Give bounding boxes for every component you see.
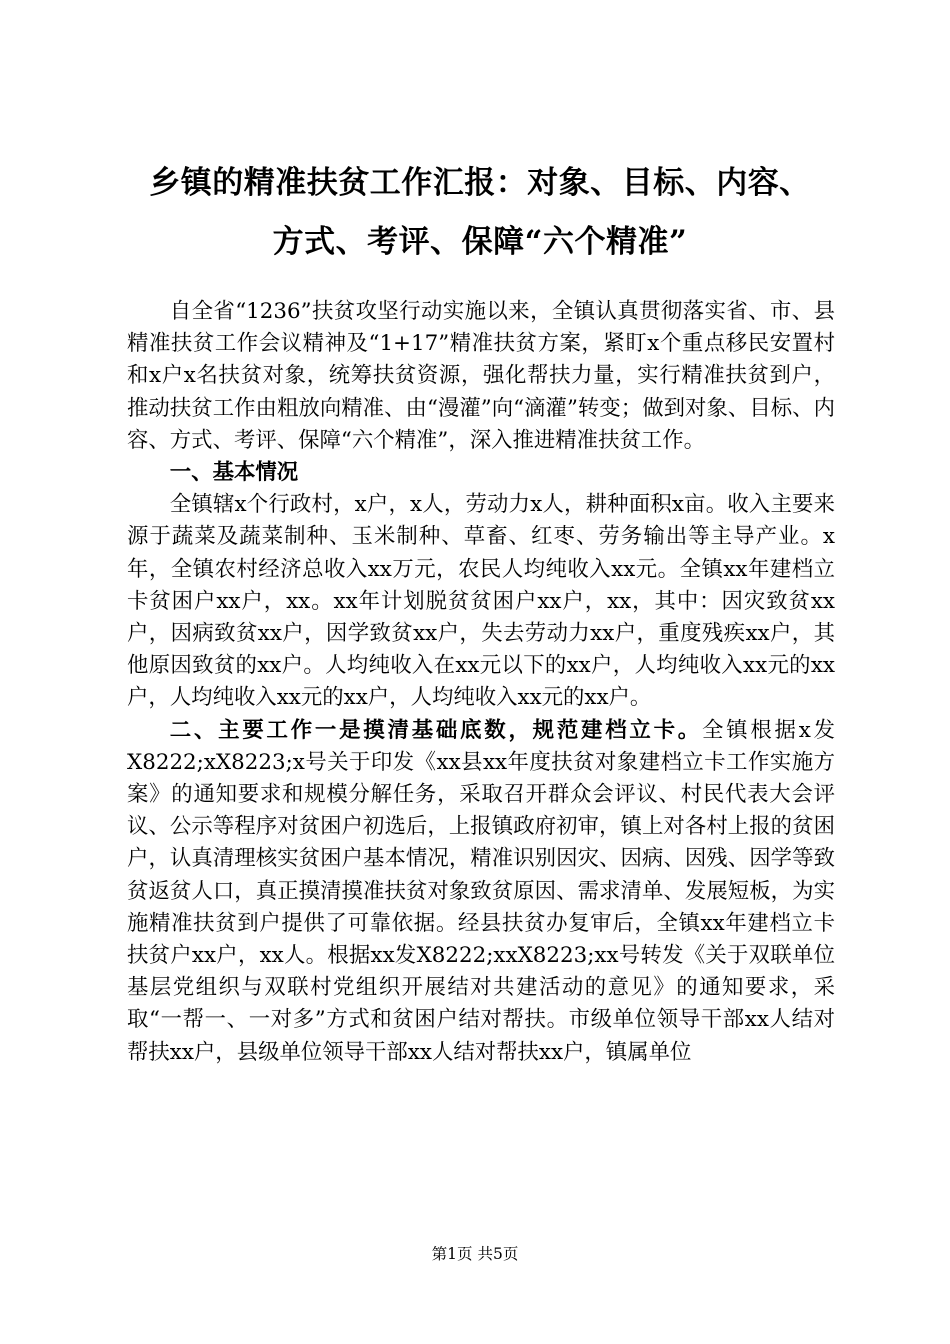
document-title-line-1: 乡镇的精准扶贫工作汇报：对象、目标、内容、	[149, 165, 811, 201]
section-1-paragraph: 全镇辖x个行政村，x户，x人，劳动力x人，耕种面积x亩。收入主要来源于蔬菜及蔬菜制种、玉米制种、草畜、红枣、劳务输出等主导产业。x年，全镇农村经济总收入xx万元，农民人均纯收入xx元。全镇xx年建档立卡贫困户xx户，xx。xx年计划脱贫贫困户xx户，xx，其中：因灾致贫xx户，因病致贫xx户，因学致贫xx户，失去劳动力xx户，重度残疾xx户，其他原因致贫的xx户。人均纯收入在xx元以下的xx户，人均纯收入xx元的xx户，人均纯收入xx元的xx户，人均纯收入xx元的xx户。	[127, 492, 835, 711]
section-2-heading: 二、主要工作一是摸清基础底数，规范建档立卡。	[169, 717, 702, 743]
section-2-paragraph	[127, 715, 835, 1069]
page-footer: 第1页 共5页	[431, 1245, 519, 1263]
document-title-line-2: 方式、考评、保障“六个精准”	[272, 224, 688, 260]
document-body	[127, 296, 835, 1069]
section-2-text: 全镇根据x发X8222;xX8223;x号关于印发《xx县xx年度扶贫对象建档立卡工作实施方案》的通知要求和规模分解任务，采取召开群众会评议、村民代表大会评议、公示等程序对贫困户初选后，上报镇政府初审，镇上对各村上报的贫困户，认真清理核实贫困户基本情况，精准识别因灾、因病、因残、因学等致贫返贫人口，真正摸清摸准扶贫对象致贫原因、需求清单、发展短板，为实施精准扶贫到户提供了可靠依据。经县扶贫办复审后，全镇xx年建档立卡扶贫户xx户，xx人。根据xx发X8222;xxX8223;xx号转发《关于双联单位基层党组织与双联村党组织开展结对共建活动的意见》的通知要求，采取“一帮一、一对多”方式和贫困户结对帮扶。市级单位领导干部xx人结对帮扶xx户，县级单位领导干部xx人结对帮扶xx户，镇属单位	[127, 717, 835, 1065]
intro-paragraph: 自全省“1236”扶贫攻坚行动实施以来，全镇认真贯彻落实省、市、县精准扶贫工作会议精神及“1+17”精准扶贫方案，紧盯x个重点移民安置村和x户x名扶贫对象，统筹扶贫资源，强化帮扶力量，实行精准扶贫到户，推动扶贫工作由粗放向精准、由“漫灌”向“滴灌”转变；做到对象、目标、内容、方式、考评、保障“六个精准”，深入推进精准扶贫工作。	[127, 299, 835, 453]
section-1-heading: 一、基本情况	[169, 460, 299, 486]
